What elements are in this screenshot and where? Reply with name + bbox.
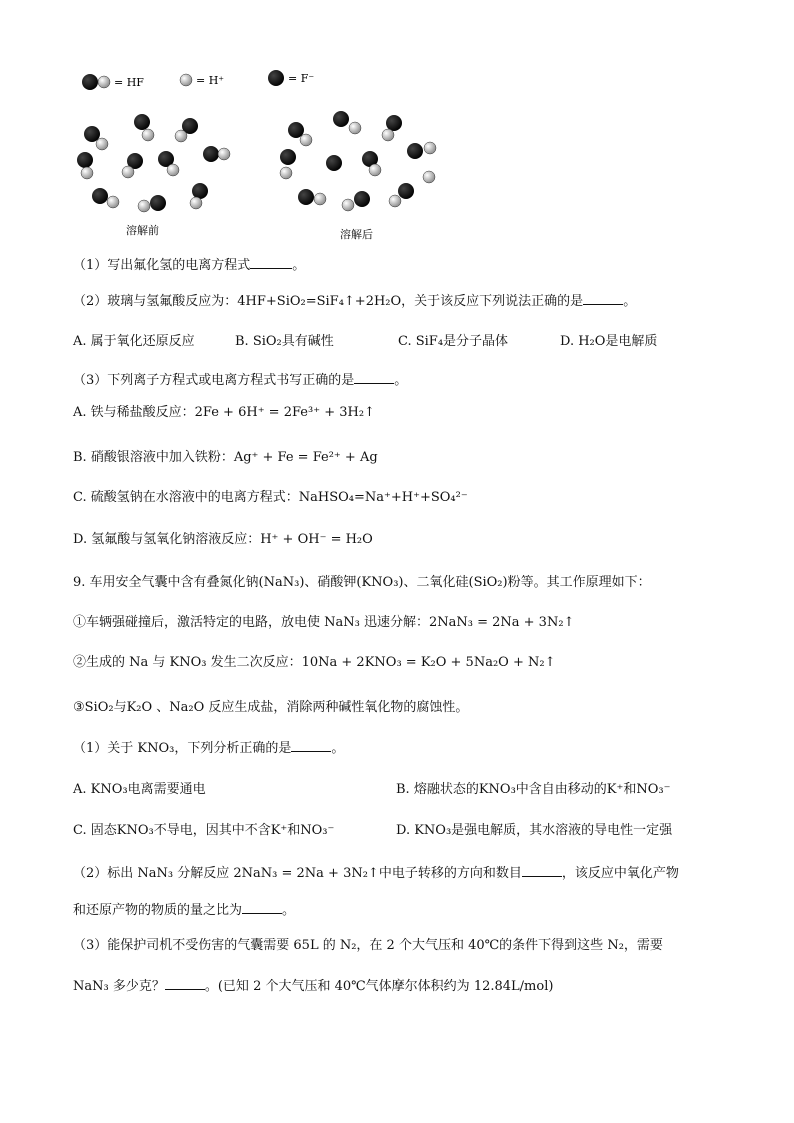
question-9-step-3: ③SiO₂与K₂O 、Na₂O 反应生成盐，消除两种碱性氧化物的腐蚀性。 — [73, 700, 469, 715]
answer-blank[interactable] — [242, 901, 282, 914]
answer-blank[interactable] — [583, 292, 623, 305]
option-8-3-d: D. 氢氟酸与氢氧化钠溶液反应：H⁺ + OH⁻ = H₂O — [73, 532, 373, 547]
question-9-3-cont — [73, 977, 553, 996]
option-8-3-a: A. 铁与稀盐酸反应：2Fe + 6H⁺ = 2Fe³⁺ + 3H₂↑ — [73, 405, 375, 420]
question-9-2-text: （2）标出 NaN₃ 分解反应 2NaN₃ = 2Na + 3N₂↑中电子转移的方向和数目 — [73, 866, 522, 881]
legend-h-plus — [180, 74, 224, 87]
molecule-figure — [70, 60, 470, 250]
option-9-1-b: B. 熔融状态的KNO₃中含自由移动的K⁺和NO₃⁻ — [396, 782, 671, 797]
option-8-2-b: B. SiO₂具有碱性 — [235, 334, 334, 349]
question-9-intro: 9. 车用安全气囊中含有叠氮化钠(NaN₃)、硝酸钾(KNO₃)、二氧化硅(SiO₂)粉等。其工作原理如下： — [73, 575, 651, 590]
question-9-step-2: ②生成的 Na 与 KNO₃ 发生二次反应：10Na + 2KNO₃ = K₂O + 5Na₂O + N₂↑ — [73, 655, 556, 670]
option-9-1-a: A. KNO₃电离需要通电 — [73, 782, 206, 797]
question-9-3-text-c: 。(已知 2 个大气压和 40℃气体摩尔体积约为 12.84L/mol) — [204, 979, 554, 994]
option-8-3-c: C. 硫酸氢钠在水溶液中的电离方程式：NaHSO₄=Na⁺+H⁺+SO₄²⁻ — [73, 490, 468, 505]
option-8-2-a: A. 属于氧化还原反应 — [73, 334, 195, 349]
question-9-step-1: ①车辆强碰撞后，激活特定的电路，放电使 NaN₃ 迅速分解：2NaN₃ = 2Na + 3N₂↑ — [73, 615, 575, 630]
legend-h-plus-label: = H⁺ — [196, 74, 225, 87]
question-8-3-text: （3）下列离子方程式或电离方程式书写正确的是 — [73, 373, 355, 388]
answer-blank[interactable] — [291, 739, 331, 752]
answer-blank[interactable] — [522, 864, 562, 877]
caption-after: 溶解后 — [340, 228, 373, 241]
question-9-1 — [73, 739, 344, 758]
question-9-2-text-b: ，该反应中氧化产物 — [561, 866, 679, 881]
question-9-3: （3）能保护司机不受伤害的气囊需要 65L 的 N₂，在 2 个大气压和 40℃的条件下得到这些 N₂，需要 — [73, 938, 663, 953]
caption-before: 溶解前 — [126, 224, 159, 237]
legend-f-minus-label: = F⁻ — [288, 72, 315, 85]
punct: 。 — [292, 258, 306, 273]
legend-hf-label: = HF — [114, 76, 144, 89]
answer-blank[interactable] — [165, 977, 205, 990]
question-9-2 — [73, 864, 679, 883]
option-9-1-d: D. KNO₃是强电解质，其水溶液的导电性一定强 — [396, 823, 673, 838]
question-9-3-text-b: NaN₃ 多少克？ — [73, 979, 165, 994]
question-8-1-text: （1）写出氟化氢的电离方程式 — [73, 258, 251, 273]
question-8-1 — [73, 256, 305, 275]
question-9-2-cont — [73, 901, 295, 920]
option-8-2-c: C. SiF₄是分子晶体 — [398, 334, 509, 349]
punct: 。 — [331, 741, 345, 756]
punct: 。 — [282, 903, 296, 918]
question-8-3 — [73, 371, 407, 390]
after-dissolving-particles — [280, 111, 436, 211]
punct: 。 — [394, 373, 408, 388]
legend-hf — [82, 74, 144, 90]
question-8-2 — [73, 292, 636, 311]
question-9-2-text-c: 和还原产物的物质的量之比为 — [73, 903, 243, 918]
punct: 。 — [623, 294, 637, 309]
answer-blank[interactable] — [250, 256, 292, 269]
answer-blank[interactable] — [354, 371, 394, 384]
option-9-1-c: C. 固态KNO₃不导电，因其中不含K⁺和NO₃⁻ — [73, 823, 335, 838]
question-8-2-text: （2）玻璃与氢氟酸反应为：4HF+SiO₂=SiF₄↑+2H₂O，关于该反应下列说法正确的是 — [73, 294, 584, 309]
legend-f-minus — [268, 70, 314, 86]
option-8-3-b: B. 硝酸银溶液中加入铁粉：Ag⁺ + Fe = Fe²⁺ + Ag — [73, 450, 378, 465]
option-8-2-d: D. H₂O是电解质 — [560, 334, 658, 349]
before-dissolving-particles — [77, 114, 230, 212]
question-9-1-text: （1）关于 KNO₃，下列分析正确的是 — [73, 741, 292, 756]
